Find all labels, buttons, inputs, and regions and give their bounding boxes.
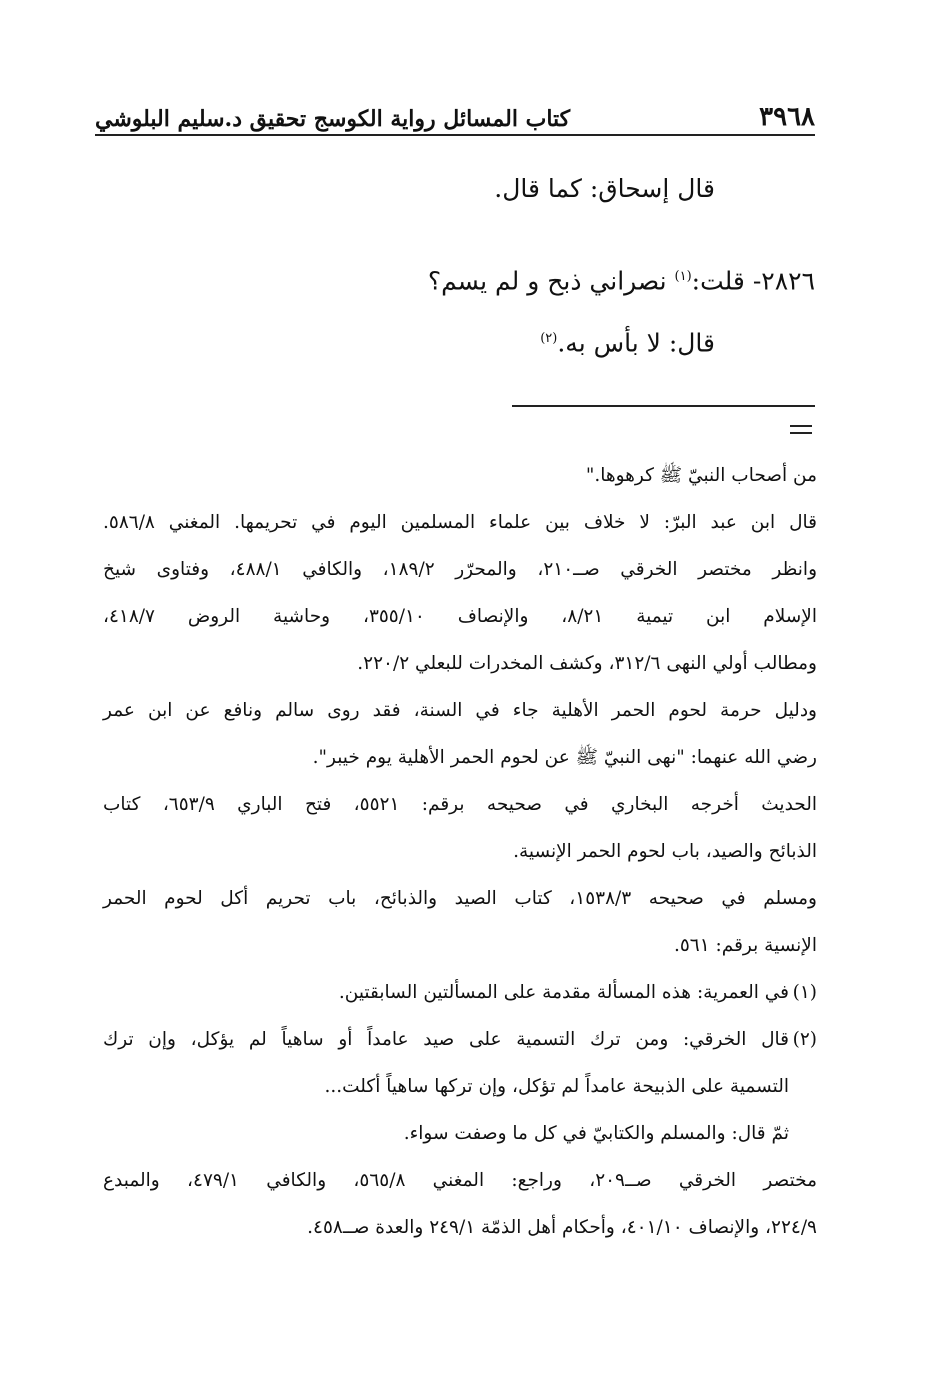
question-label: قلت: <box>691 266 745 296</box>
footnote-ref-1[interactable]: (١) <box>674 269 692 284</box>
footnote-2-number: (٢) <box>792 1029 817 1050</box>
footnote-line: رضي الله عنهما: "نهى النبيّ ﷺ عن لحوم الحمر الأهلية يوم خيبر". <box>312 747 817 768</box>
footnote-line: الذبائح والصيد، باب لحوم الحمر الإنسية. <box>513 841 817 862</box>
footnote-line: الإسلام ابن تيمية ٨/٢١، والإنصاف ٣٥٥/١٠، وحاشية الروض ٤١٨/٧، <box>103 606 817 627</box>
running-title: كتاب المسائل رواية الكوسج تحقيق د.سليم البلوشي <box>95 106 571 132</box>
footnote-1 <box>103 969 817 1016</box>
page-number: ٣٩٦٨ <box>759 102 815 132</box>
main-text <box>110 160 815 373</box>
footnote-line: ومسلم في صحيحه ١٥٣٨/٣، كتاب الصيد والذبائح، باب تحريم أكل لحوم الحمر <box>103 888 817 909</box>
footnote-line: ومطالب أولي النهى ٣١٢/٦، وكشف المخدرات للبعلي ٢٢٠/٢. <box>357 653 817 674</box>
footnote-2 <box>103 1016 817 1063</box>
answer <box>110 310 815 372</box>
footnote-line: ودليل حرمة لحوم الحمر الأهلية جاء في السنة، فقد روى سالم ونافع عن ابن عمر <box>103 700 817 721</box>
answer-text: قال: لا بأس به. <box>557 328 715 358</box>
header-rule <box>95 134 815 136</box>
page-header <box>95 88 815 132</box>
footnote-line: الحديث أخرجه البخاري في صحيحه برقم: ٥٥٢١، فتح الباري ٦٥٣/٩، كتاب <box>103 794 818 815</box>
footnote-line: ثمّ قال: والمسلم والكتابيّ في كل ما وصفت سواء. <box>403 1123 789 1144</box>
footnote-line: قال ابن عبد البرّ: لا خلاف بين علماء المسلمين اليوم في تحريمها. المغني ٥٨٦/٨. <box>103 512 817 533</box>
footnotes <box>103 452 817 1251</box>
footnote-line: التسمية على الذبيحة عامداً لم تؤكل، وإن تركها ساهياً أكلت... <box>324 1076 789 1097</box>
footnote-ref-2[interactable]: (٢) <box>540 331 558 347</box>
footnote-1-text: في العمرية: هذه المسألة مقدمة على المسألتين السابقتين. <box>338 982 789 1003</box>
footnote-line: من أصحاب النبيّ ﷺ كرهوها." <box>585 465 817 486</box>
question-text: نصراني ذبح و لم يسم؟ <box>427 266 667 296</box>
footnote-line: مختصر الخرقي صــ٢٠٩، وراجع: المغني ٥٦٥/٨، والكافي ٤٧٩/١، والمبدع <box>103 1170 818 1191</box>
footnote-2-text: قال الخرقي: ومن ترك التسمية على صيد عامداً أو ساهياً لم يؤكل، وإن ترك <box>103 1029 789 1050</box>
continued-mark <box>790 425 812 435</box>
previous-answer <box>110 160 815 218</box>
question-number: ٢٨٢٦- <box>752 266 815 296</box>
footnote-1-number: (١) <box>792 982 817 1003</box>
footnote-line: وانظر مختصر الخرقي صــ٢١٠، والمحرّر ١٨٩/٢، والكافي ٤٨٨/١، وفتاوى شيخ <box>103 559 818 580</box>
footnote-line: ٢٢٤/٩، والإنصاف ٤٠١/١٠، وأحكام أهل الذمّة ٢٤٩/١ والعدة صــ٤٥٨. <box>307 1217 817 1238</box>
footnote-line: الإنسية برقم: ٥٦١. <box>673 935 817 956</box>
previous-answer-text: قال إسحاق: كما قال. <box>494 174 715 203</box>
question <box>110 248 815 310</box>
footnote-separator <box>512 405 815 407</box>
